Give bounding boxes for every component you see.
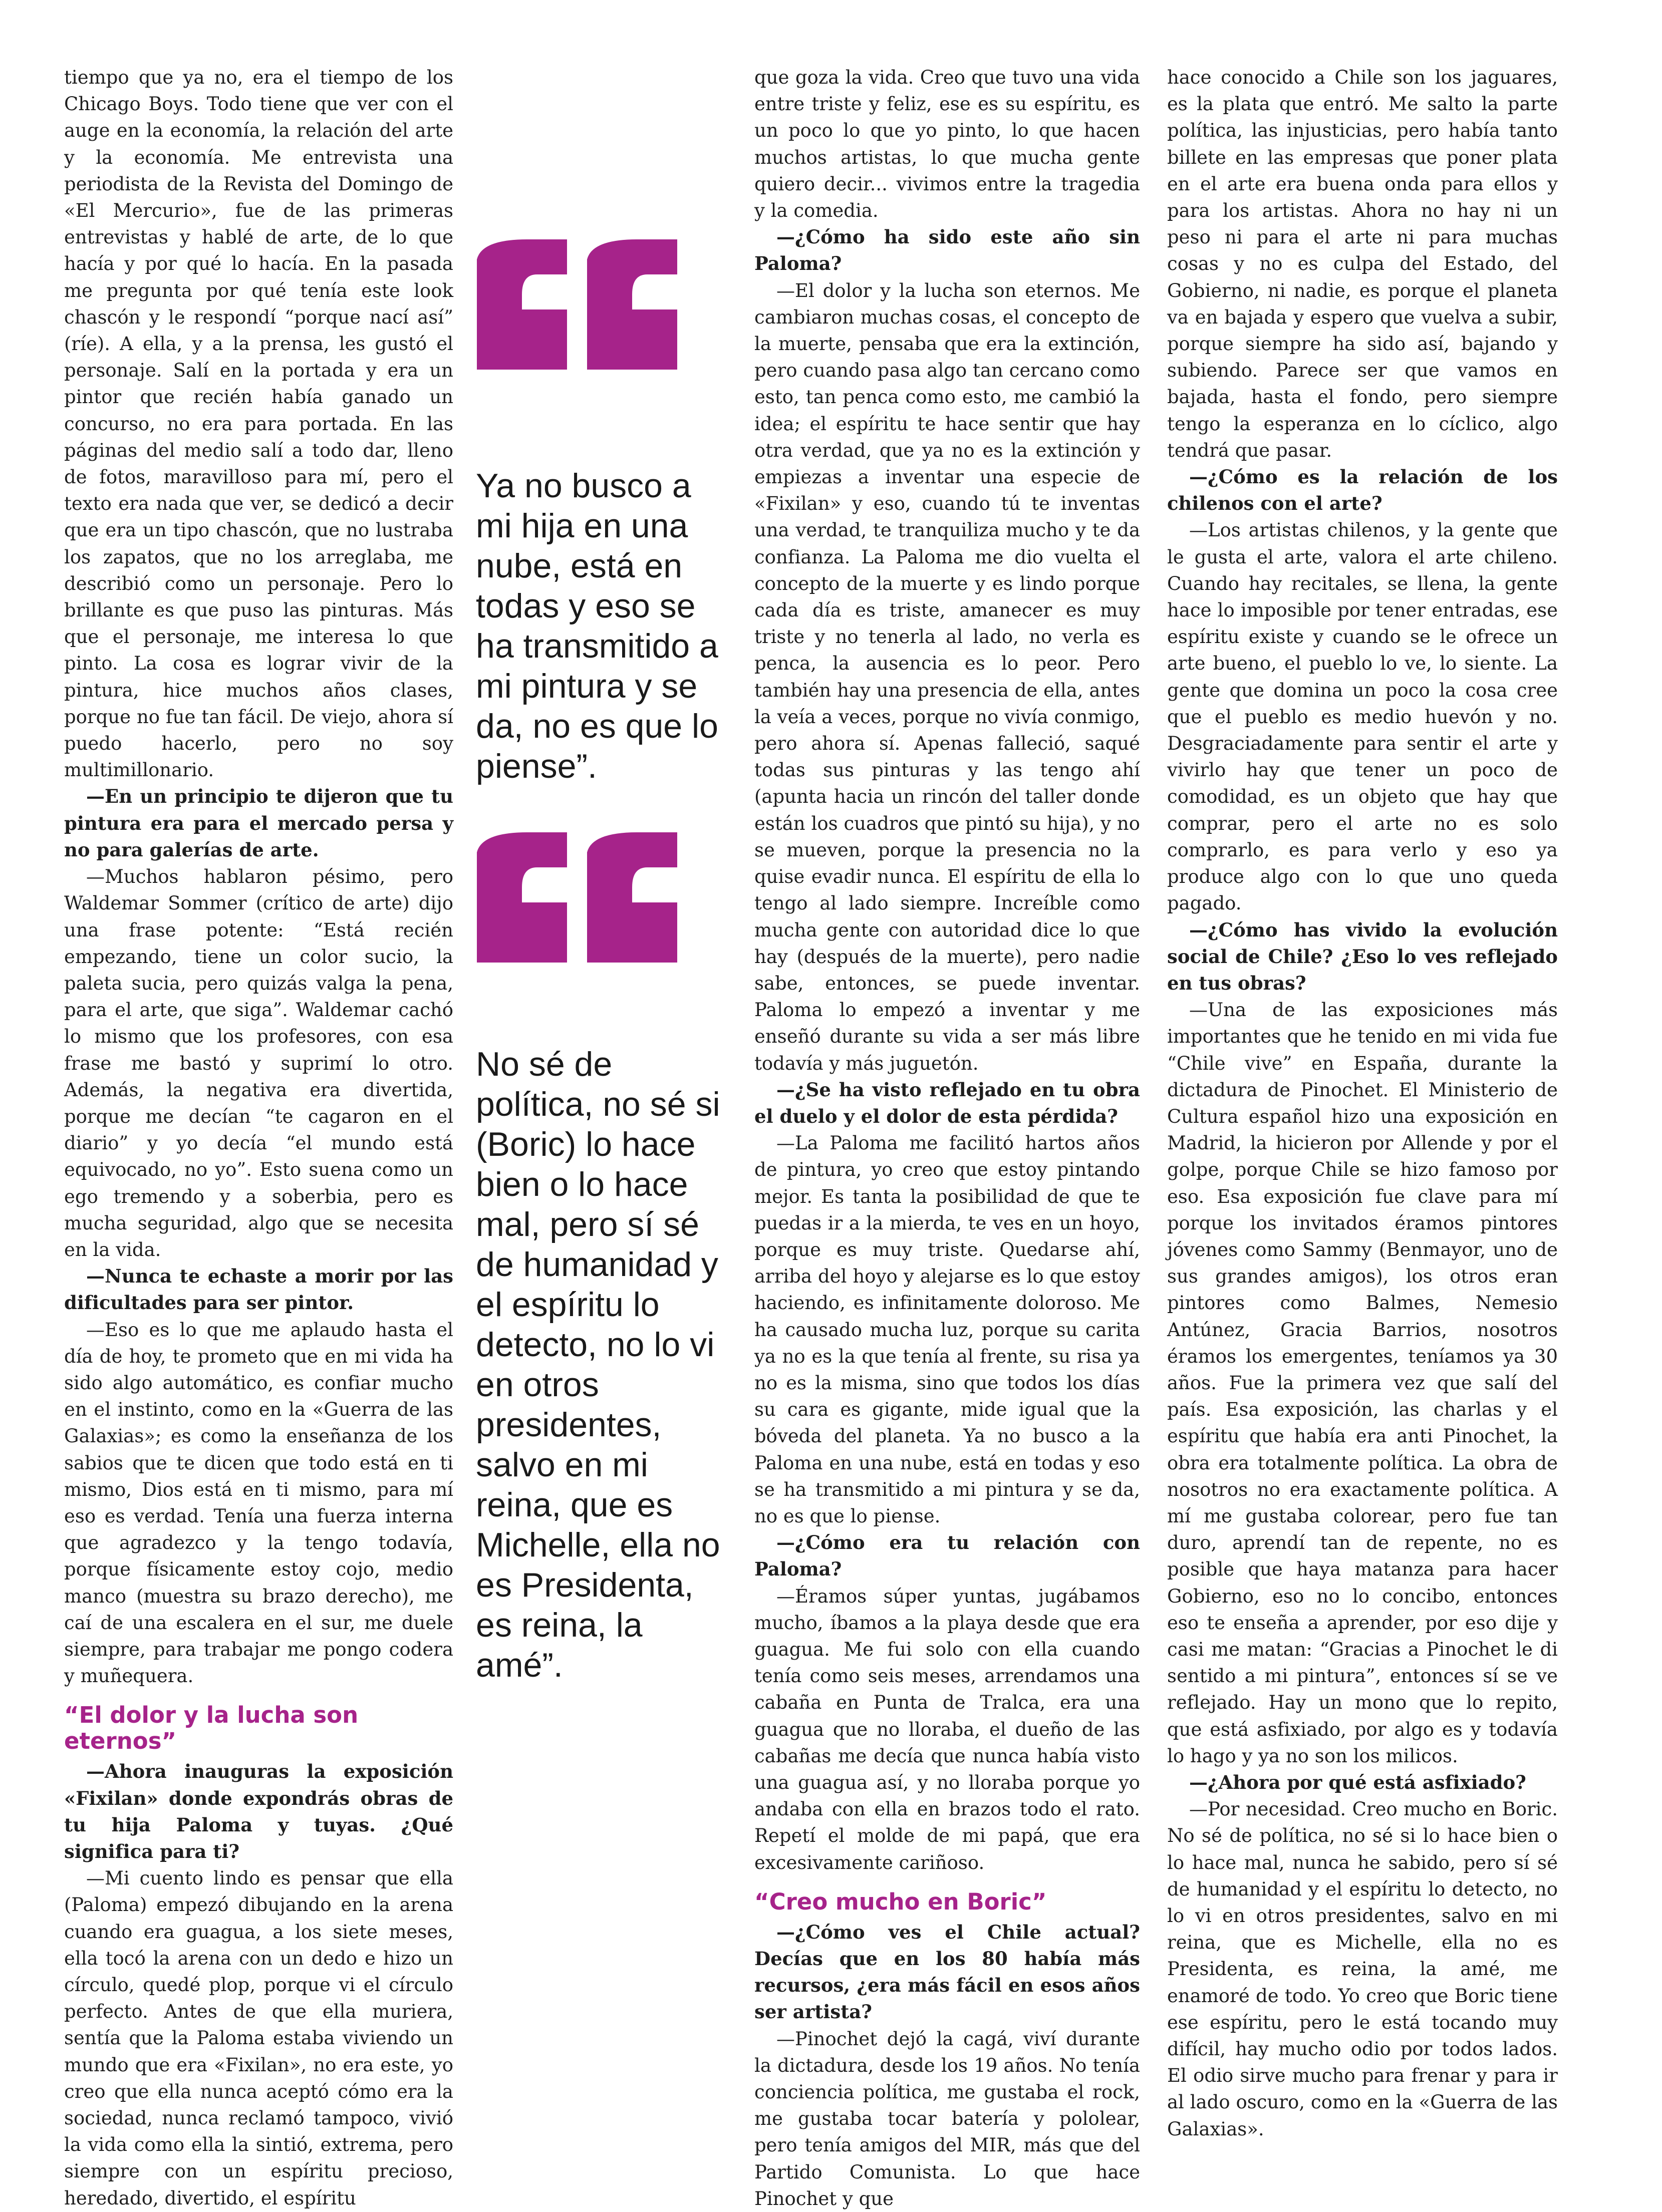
- section-subhead: “El dolor y la lucha son eternos”: [64, 1702, 359, 1755]
- interview-question: —¿Ahora por qué está asfixiado?: [1189, 1771, 1526, 1793]
- article-column-1: [64, 64, 453, 2211]
- interview-answer: —La Paloma me facilitó hartos años de pintura, yo creo que estoy pintando mejor. Es tanta la posibilidad de que te puedas ir a la mierda, te ves en un hoyo, porque es muy triste. Quedarse ahí, arriba del hoyo y alejarse es lo que estoy haciendo, es infinitamente doloroso. Me ha causado mucha luz, porque su carita ya no es la que tenía al frente, su risa ya no es la misma, sino que todos los días su cara es gigante, mide igual que la bóveda del planeta. Ya no busco a la Paloma en una nube, está en todas y eso se ha transmitido a mi pintura y se da, no es que lo piense.: [754, 1132, 1140, 1527]
- interview-question: —¿Cómo ves el Chile actual? Decías que en los 80 había más recursos, ¿era más fácil en esos años ser artista?: [754, 1921, 1140, 2023]
- interview-question: —¿Se ha visto reflejado en tu obra el duelo y el dolor de esta pérdida?: [754, 1078, 1140, 1127]
- interview-question: —¿Cómo era tu relación con Paloma?: [754, 1531, 1140, 1581]
- interview-answer: —Los artistas chilenos, y la gente que le gusta el arte, valora el arte chileno. Cuando hay recitales, se llena, la gente hace lo imposible por tener entradas, ese espíritu existe y cuando se le ofrece un arte bueno, el pueblo lo ve, lo siente. La gente que domina un poco la cosa cree que el pueblo es medio huevón y no. Desgraciadamente para sentir el arte y vivirlo hay que tener un poco de comodidad, es un objeto que hay que comprar, pero el arte no es solo comprarlo, es para verlo y eso ya produce algo con lo que uno queda pagado.: [1167, 519, 1558, 914]
- quote-mark-icon: [472, 239, 732, 370]
- interview-question: —¿Cómo ha sido este año sin Paloma?: [754, 226, 1140, 275]
- interview-answer: —Mi cuento lindo es pensar que ella (Paloma) empezó dibujando en la arena cuando era guagua, a los siete meses, ella tocó la arena con un dedo e hizo un círculo, quedé plop, porque vi el círculo perfecto. Antes de que ella muriera, sentía que la Paloma estaba viviendo un mundo que era «Fixilan», no era este, yo creo que ella nunca aceptó cómo era la sociedad, nunca reclamó tampoco, vivió la vida como ella la sintió, extrema, pero siempre con un espíritu precioso, heredado, divertido, el espíritu: [64, 1867, 453, 2209]
- article-column-4: [1167, 64, 1558, 2142]
- quote-mark-icon: [472, 832, 732, 963]
- interview-answer: —Muchos hablaron pésimo, pero Waldemar Sommer (crítico de arte) dijo una frase potente: “Está recién empezando, tiene un color sucio, la paleta sucia, pero quizás valga la pena, para el arte, que siga”. Waldemar cachó lo mismo que los profesores, con esa frase me bastó y suprimí lo otro. Además, la negativa era divertida, porque me decían “te cagaron en el diario” y yo decía “el mundo está equivocado, no yo”. Esto suena como un ego tremendo y a soberbia, pero es mucha seguridad, algo que se necesita en la vida.: [64, 866, 453, 1260]
- pull-quote: No sé de política, no sé si (Boric) lo hace bien o lo hace mal, pero sí sé de humanidad y el espíritu lo detecto, no lo vi en otros presidentes, salvo en mi reina, que es Michelle, ella no es Presidenta, es reina, la amé”.: [476, 1045, 720, 1684]
- interview-answer: —Eso es lo que me aplaudo hasta el día de hoy, te prometo que en mi vida ha sido algo automático, es confiar mucho en el instinto, como en la «Guerra de las Galaxias»; es como la enseñanza de los sabios que te dicen que todo está en ti mismo, Dios está en ti mismo, para mí eso es verdad. Tenía una fuerza interna que agradezco y la tengo todavía, porque físicamente estoy cojo, medio manco (muestra su brazo derecho), me caí de una escalera en el sur, me duele siempre, para trabajar me pongo codera y muñequera.: [64, 1319, 453, 1687]
- interview-question: —¿Cómo has vivido la evolución social de Chile? ¿Eso lo ves reflejado en tus obras?: [1167, 918, 1558, 994]
- interview-question: —Ahora inauguras la exposición «Fixilan» donde expondrás obras de tu hija Paloma y tuyas. ¿Qué significa para ti?: [64, 1760, 453, 1862]
- paragraph: que goza la vida. Creo que tuvo una vida entre triste y feliz, ese es su espíritu, es un poco lo que yo pinto, lo que hacen muchos artistas, lo que mucha gente quiero decir... vivimos entre la tragedia y la comedia.: [754, 67, 1140, 222]
- interview-question: —Nunca te echaste a morir por las dificultades para ser pintor.: [64, 1265, 453, 1314]
- interview-answer: —Pinochet dejó la cagá, viví durante la dictadura, desde los 19 años. No tenía conciencia política, me gustaba el rock, me gustaba tocar batería y pololear, pero tenía amigos del MIR, más que del Partido Comunista. Lo que hace Pinochet y que: [754, 2028, 1140, 2209]
- article-column-3: [754, 64, 1140, 2212]
- pull-quote: Ya no busco a mi hija en una nube, está en todas y eso se ha transmitido a mi pintura y se da, no es que lo piense”.: [476, 467, 718, 785]
- section-subhead: “Creo mucho en Boric”: [754, 1888, 1047, 1915]
- interview-answer: —Éramos súper yuntas, jugábamos mucho, íbamos a la playa desde que era guagua. Me fui solo con ella cuando tenía como seis meses, arrendamos una cabaña en Punta de Tralca, era una guagua que no lloraba, el dueño de las cabañas me decía que nunca había visto una guagua así, y no lloraba porque yo andaba con ella en brazos todo el rato. Repetí el molde de mi papá, que era excesivamente cariñoso.: [754, 1585, 1140, 1873]
- interview-answer: —El dolor y la lucha son eternos. Me cambiaron muchas cosas, el concepto de la muerte, pensaba que era la extinción, pero cuando pasa algo tan cercano como esto, tan penca como esto, me cambió la idea; el espíritu te hace sentir que hay otra verdad, que ya no es la extinción y empiezas a inventar una especie de «Fixilan» y eso, cuando tú te inventas una verdad, te tranquiliza mucho y te da confianza. La Paloma me dio vuelta el concepto de la muerte y es lindo porque cada día es triste, amanecer es muy triste y no tenerla al lado, no verla es penca, la ausencia es lo peor. Pero también hay una presencia de ella, antes la veía a veces, porque no vivía conmigo, pero ahora sí. Apenas falleció, saqué todas sus pinturas y las tengo ahí (apunta hacia un rincón del taller donde están los cuadros que pintó su hija), y no se mueven, porque la presencia no la quise evadir nunca. El espíritu de ella lo tengo al lado siempre. Increíble como mucha gente con autoridad dice lo que hay (después de la muerte), pero nadie sabe, entonces, se puede inventar. Paloma lo empezó a inventar y me enseñó durante su vida a ser más libre todavía y más juguetón.: [754, 279, 1140, 1074]
- interview-answer: —Una de las exposiciones más importantes que he tenido en mi vida fue “Chile vive” en España, durante la dictadura de Pinochet. El Ministerio de Cultura español hizo una exposición en Madrid, la hicieron por Allende y por el golpe, porque Chile se hizo famoso por eso. Esa exposición fue clave para mí porque los invitados éramos pintores jóvenes como Sammy (Benmayor, uno de sus grandes amigos), los otros eran pintores como Balmes, Nemesio Antúnez, Gracia Barrios, nosotros éramos los emergentes, teníamos ya 30 años. Fue la primera vez que salí del país. Esa exposición, las charlas y el espíritu que había era anti Pinochet, la obra era totalmente política. La obra de nosotros no era exactamente política. A mí me gustaba colorear, pero fue tan duro, aprendí tan de repente, no es posible que haya matanza para hacer Gobierno, eso no lo concibo, entonces eso te enseña a aprender, por eso dije y casi me matan: “Gracias a Pinochet le di sentido a mi pintura”, entonces sí se ve reflejado. Hay un mono que lo repito, que está asfixiado, por algo es y todavía lo hago y ya no son los milicos.: [1167, 999, 1558, 1767]
- interview-question: —¿Cómo es la relación de los chilenos con el arte?: [1167, 466, 1558, 515]
- interview-question: —En un principio te dijeron que tu pintura era para el mercado persa y no para galerías de arte.: [64, 785, 453, 861]
- paragraph: tiempo que ya no, era el tiempo de los Chicago Boys. Todo tiene que ver con el auge en la economía, la relación del arte y la economía. Me entrevista una periodista de la Revista del Domingo de «El Mercurio», fue de las primeras entrevistas y hablé de arte, de lo que hacía y por qué lo hacía. En la pasada me pregunta por qué tenía este look chascón y le respondí “porque nací así” (ríe). A ella, y a la prensa, les gustó el personaje. Salí en la portada y era un pintor que recién había ganado un concurso, no era para portada. En las páginas del medio salí a todo dar, lleno de fotos, maravilloso para mí, pero el texto era nada que ver, se dedicó a decir que era un tipo chascón, que no lustraba los zapatos, que no los arreglaba, me describió como un personaje. Pero lo brillante es que puso las pinturas. Más que el personaje, me interesa lo que pinto. La cosa es lograr vivir de la pintura, hice muchos años clases, porque no fue tan fácil. De viejo, ahora sí puedo hacerlo, pero no soy multimillonario.: [64, 67, 453, 781]
- paragraph: hace conocido a Chile son los jaguares, es la plata que entró. Me salto la parte política, las injusticias, pero había tanto billete en las empresas que poner plata en el arte era buena onda para ellos y para los artistas. Ahora no hay ni un peso ni para el arte ni para muchas cosas y no es culpa del Estado, del Gobierno, ni nadie, es porque el planeta va en bajada y espero que vuelva a subir, porque siempre ha sido así, bajando y subiendo. Parece ser que vamos en bajada, hasta el fondo, pero siempre tengo la esperanza en lo cíclico, algo tendrá que pasar.: [1167, 67, 1558, 461]
- interview-answer: —Por necesidad. Creo mucho en Boric. No sé de política, no sé si lo hace bien o lo hace mal, nunca he sabido, pero sí sé de humanidad y el espíritu lo detecto, no lo vi en otros presidentes, salvo en mi reina, que es Michelle, ella no es Presidenta, es reina, la amé, me enamoré de todo. Yo creo que Boric tiene ese espíritu, pero le está tocando muy difícil, hay mucho odio por todos lados. El odio sirve mucho para frenar y para ir al lado oscuro, como en la «Guerra de las Galaxias».: [1167, 1798, 1558, 2140]
